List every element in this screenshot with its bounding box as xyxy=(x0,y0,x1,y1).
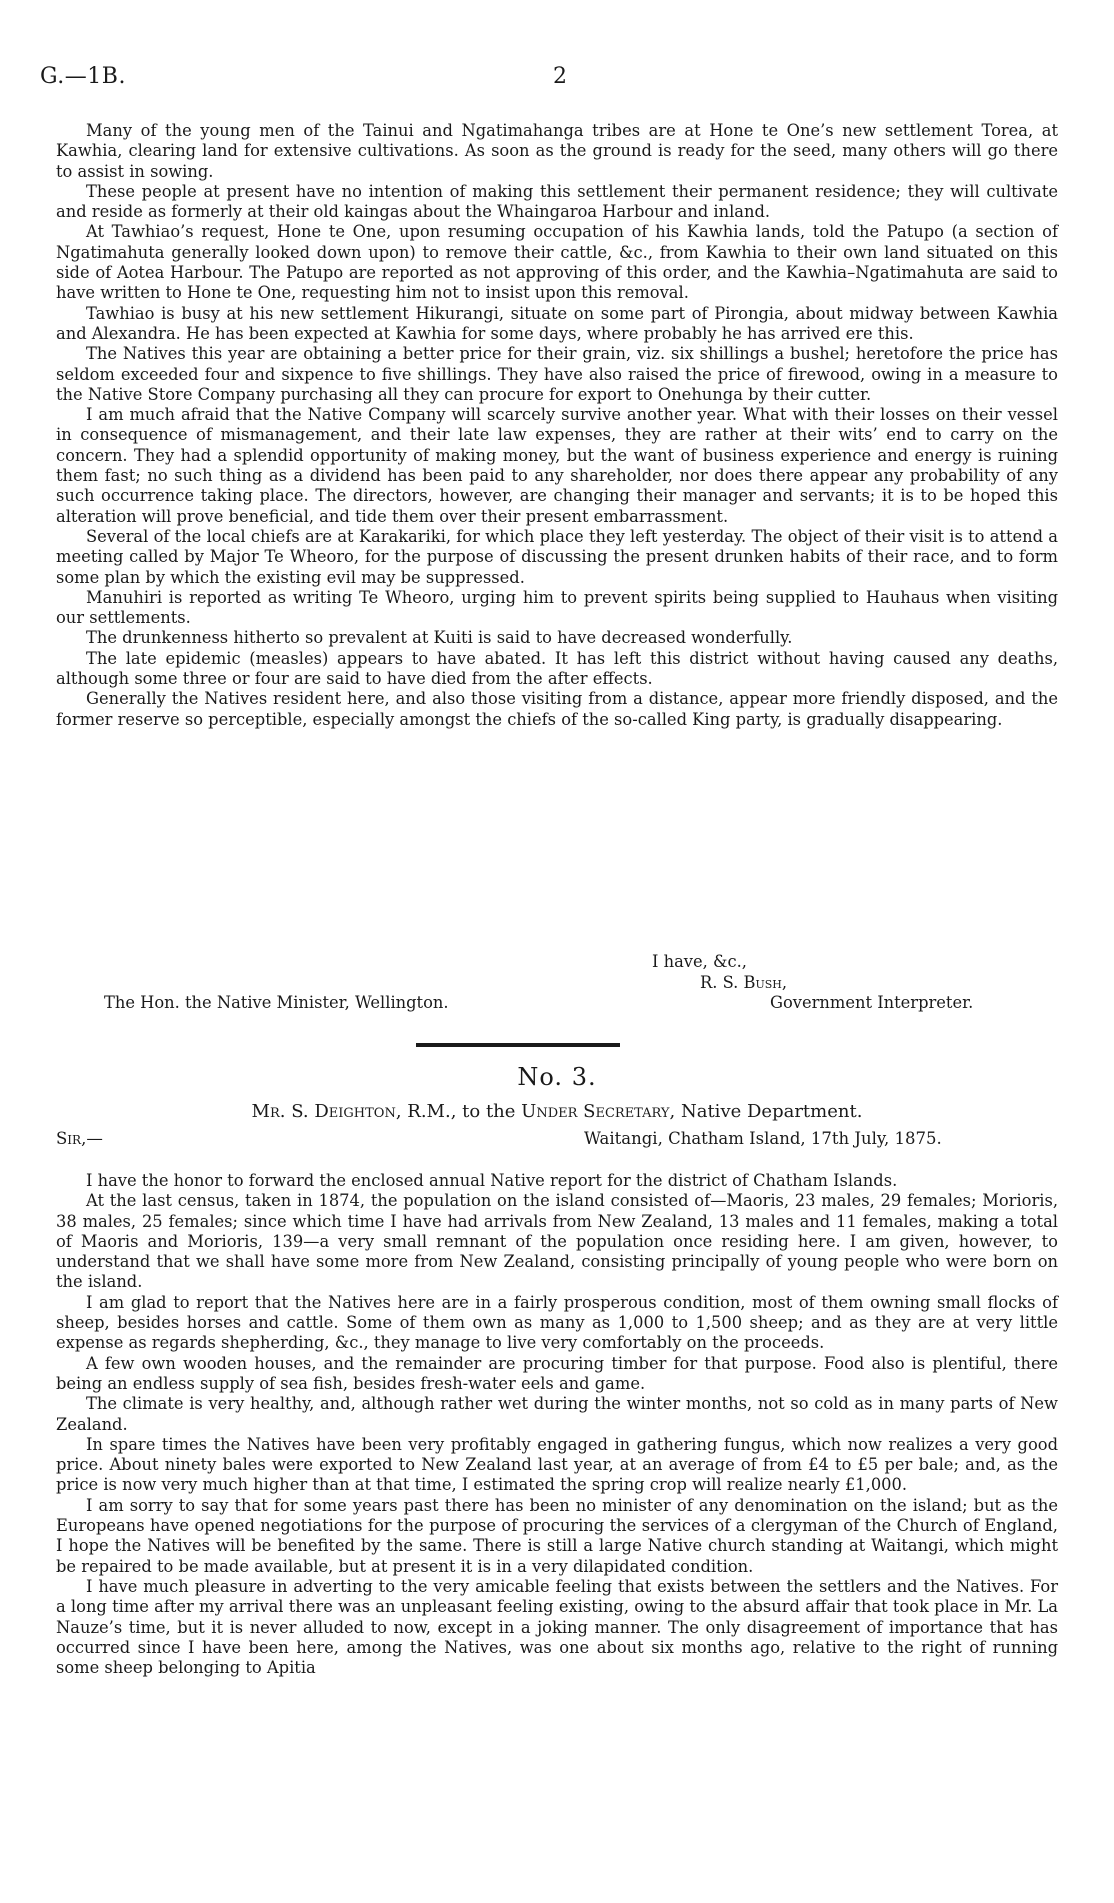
closing: I have, &c., xyxy=(652,952,747,971)
subtitle-mid: to the xyxy=(462,1101,516,1122)
paragraph: Many of the young men of the Tainui and Ngatimahanga tribes are at Hone te One’s new settlement Torea, at Kawhia, clearing land for extensive cultivations. As soon as the ground is ready for the seed, many others will go there to assist in sowing. xyxy=(56,121,1058,181)
page-number: 2 xyxy=(553,64,567,89)
letter-2-body xyxy=(56,1171,1058,1678)
paragraph: Tawhiao is busy at his new settlement Hikurangi, situate on some part of Pirongia, about midway between Kawhia and Alexandra. He has been expected at Kawhia for some days, where probably he has arrived ere this. xyxy=(56,303,1058,343)
subtitle-from: Mr. S. Deighton, R.M., xyxy=(251,1101,457,1122)
paragraph: I am sorry to say that for some years past there has been no minister of any denomination on the island; but as the Europeans have opened negotiations for the purpose of procuring the services of a clergyman of the Church of England, I hope the Natives will be benefited by the same. There is still a large Native church standing at Waitangi, which might be repaired to be made available, but at present it is in a very dilapidated condition. xyxy=(56,1495,1058,1576)
paragraph: The Natives this year are obtaining a better price for their grain, viz. six shillings a bushel; heretofore the price has seldom exceeded four and sixpence to five shillings. They have also raised the price of firewood, owing in a measure to the Native Store Company purchasing all they can procure for export to Onehunga by their cutter. xyxy=(56,344,1058,404)
signer-name: R. S. Bush, xyxy=(700,973,788,992)
paragraph: Several of the local chiefs are at Karakariki, for which place they left yesterday. The object of their visit is to attend a meeting called by Major Te Wheoro, for the purpose of discussing the present drunken habits of their race, and to form some plan by which the existing evil may be suppressed. xyxy=(56,526,1058,587)
paragraph: Generally the Natives resident here, and also those visiting from a distance, appear more friendly disposed, and the former reserve so perceptible, especially amongst the chiefs of the so-called King party, is gradually disappearing. xyxy=(56,689,1058,729)
paragraph: I have much pleasure in adverting to the very amicable feeling that exists between the settlers and the Natives. For a long time after my arrival there was an unpleasant feeling existing, owing to the absurd affair that took place in Mr. La Nauze’s time, but it is never alluded to now, except in a joking manner. The only disagreement of importance that has occurred since I have been here, among the Natives, was one about six months ago, relative to the right of running some sheep belonging to Apitia xyxy=(56,1576,1058,1678)
paragraph: In spare times the Natives have been very profitably engaged in gathering fungus, which now realizes a very good price. About ninety bales were exported to New Zealand last year, at an average of from £4 to £5 per bale; and, as the price is now very much higher than at that time, I estimated the spring crop will realize nearly £1,000. xyxy=(56,1434,1058,1495)
paragraph: The climate is very healthy, and, although rather wet during the winter months, not so cold as in many parts of New Zealand. xyxy=(56,1394,1058,1434)
section-subtitle xyxy=(0,1101,1114,1122)
dateline: Waitangi, Chatham Island, 17th July, 1875. xyxy=(584,1129,942,1148)
page-header xyxy=(40,64,1074,94)
paragraph: Manuhiri is reported as writing Te Wheoro, urging him to prevent spirits being supplied to Hauhaus when visiting our settlements. xyxy=(56,587,1058,628)
paragraph: A few own wooden houses, and the remainder are procuring timber for that purpose. Food also is plentiful, there being an endless supply of sea fish, besides fresh-water eels and game. xyxy=(56,1353,1058,1393)
salutation: Sir,— xyxy=(56,1129,103,1148)
paragraph: These people at present have no intention of making this settlement their permanent residence; they will cultivate and reside as formerly at their old kaingas about the Whaingaroa Harbour and inland. xyxy=(56,181,1058,222)
subtitle-to: Under Secretary, xyxy=(521,1101,676,1122)
addressee: The Hon. the Native Minister, Wellington. xyxy=(104,993,449,1012)
subtitle-dept: Native Department. xyxy=(680,1101,863,1122)
paragraph: I am much afraid that the Native Company will scarcely survive another year. What with their losses on their vessel in consequence of mismanagement, and their late law expenses, they are rather at their wits’ end to carry on the concern. They had a splendid opportunity of making money, but the want of business experience and energy is ruining them fast; no such thing as a dividend has been paid to any shareholder, nor does there appear any probability of any such occurrence taking place. The directors, however, are changing their manager and servants; it is to be hoped this alteration will prove beneficial, and tide them over their present embarrassment. xyxy=(56,405,1058,526)
section-divider xyxy=(416,1043,620,1047)
paragraph: At the last census, taken in 1874, the population on the island consisted of—Maoris, 23 males, 29 females; Morioris, 38 males, 25 females; since which time I have had arrivals from New Zealand, 13 males and 11 females, making a total of Maoris and Morioris, 139—a very small remnant of the population once residing here. I am given, however, to understand that we shall have some more from New Zealand, consisting principally of young people who were born on the island. xyxy=(56,1191,1058,1292)
letter-1-body xyxy=(56,121,1058,730)
paragraph: The drunkenness hitherto so prevalent at Kuiti is said to have decreased wonderfully. xyxy=(86,628,793,648)
paragraph: The late epidemic (measles) appears to have abated. It has left this district without having caused any deaths, although some three or four are said to have died from the after effects. xyxy=(56,648,1058,689)
paragraph: I have the honor to forward the enclosed annual Native report for the district of Chatham Islands. xyxy=(86,1171,898,1190)
document-reference: G.—1B. xyxy=(40,64,126,89)
paragraph: At Tawhiao’s request, Hone te One, upon resuming occupation of his Kawhia lands, told the Patupo (a section of Ngatimahuta generally looked down upon) to remove their cattle, &c., from Kawhia to their own land situated on this side of Aotea Harbour. The Patupo are reported as not approving of this order, and the Kawhia–Ngatimahuta are said to have written to Hone te One, requesting him not to insist upon this removal. xyxy=(56,222,1058,303)
paragraph: I am glad to report that the Natives here are in a fairly prosperous condition, most of them owning small flocks of sheep, besides horses and cattle. Some of them own as many as 1,000 to 1,500 sheep; and as they are at very little expense as regards shepherding, &c., they manage to live very comfortably on the proceeds. xyxy=(56,1292,1058,1353)
section-number: No. 3. xyxy=(517,1063,597,1091)
signer-title: Government Interpreter. xyxy=(770,993,974,1012)
